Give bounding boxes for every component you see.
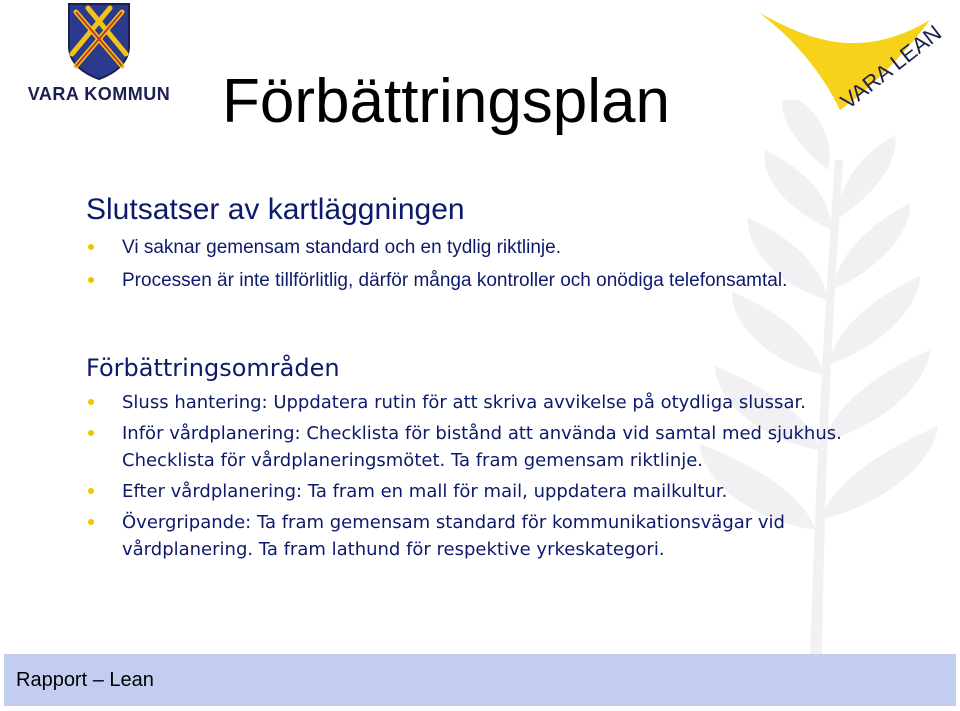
page-title: Förbättringsplan — [222, 67, 671, 136]
vara-kommun-logo — [14, 2, 184, 112]
list-item — [86, 420, 886, 474]
vara-kommun-wordmark: VARA KOMMUN — [27, 84, 171, 104]
footer-text: Rapport – Lean — [16, 669, 154, 691]
list-item — [86, 389, 886, 416]
list-item — [86, 234, 846, 261]
list-item-text: Inför vårdplanering: Checklista för bistånd att använda vid samtal med sjukhus. Checklista för vårdplaneringsmötet. Ta fram gemensam riktlinje. — [122, 423, 842, 471]
bullet-icon — [88, 519, 94, 525]
bullet-icon — [88, 277, 94, 283]
footer-bar — [4, 654, 956, 706]
list-item — [86, 509, 886, 563]
list-item-text: Efter vårdplanering: Ta fram en mall för mail, uppdatera mailkultur. — [122, 481, 728, 502]
bullet-icon — [88, 244, 94, 250]
section-heading-conclusions: Slutsatser av kartläggningen — [86, 193, 465, 226]
list-item-text: Övergripande: Ta fram gemensam standard för kommunikationsvägar vid vårdplanering. Ta fram lathund för respektive yrkeskategori. — [122, 512, 785, 560]
bullet-icon — [88, 399, 94, 405]
list-item — [86, 478, 886, 505]
vara-lean-wordmark: VARA LEAN — [835, 19, 947, 114]
vara-lean-logo — [752, 2, 952, 122]
list-item — [86, 267, 846, 294]
coat-of-arms-icon — [66, 2, 132, 80]
conclusions-list — [86, 234, 846, 300]
improvement-areas-list — [86, 389, 886, 567]
list-item-text: Processen är inte tillförlitlig, därför många kontroller och onödiga telefonsamtal. — [122, 270, 788, 291]
list-item-text: Vi saknar gemensam standard och en tydlig riktlinje. — [122, 237, 561, 258]
list-item-text: Sluss hantering: Uppdatera rutin för att skriva avvikelse på otydliga slussar. — [122, 392, 806, 413]
bullet-icon — [88, 430, 94, 436]
bullet-icon — [88, 488, 94, 494]
wheat-background-graphic — [560, 100, 960, 660]
section-heading-improvement-areas: Förbättringsområden — [86, 354, 340, 382]
